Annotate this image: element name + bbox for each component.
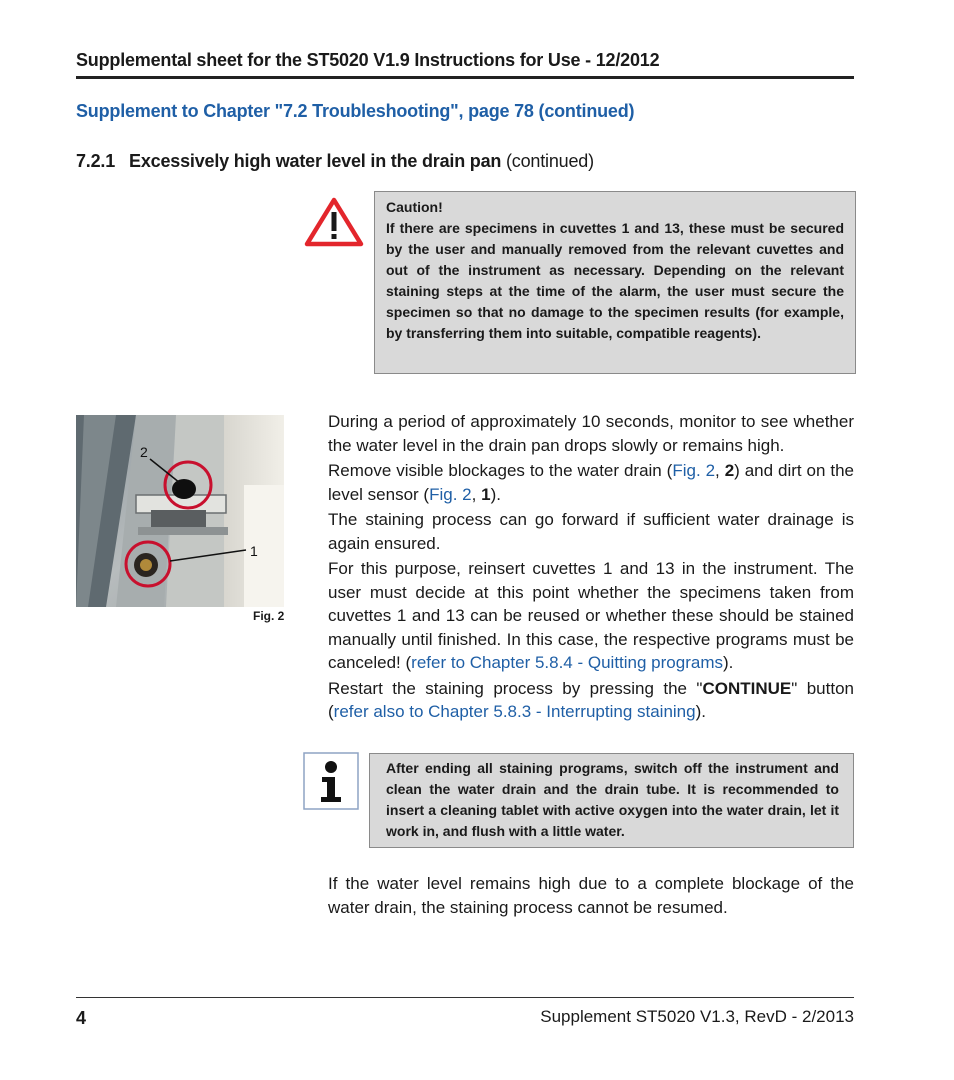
caution-box [374,191,856,374]
header-title: Supplemental sheet for the ST5020 V1.9 Instructions for Use - 12/2012 [76,50,660,70]
figure-label: Fig. 2 [253,609,285,623]
paragraph-5 [328,677,854,724]
info-text: After ending all staining programs, switch off the instrument and clean the water drain and the drain tube. It is recommended to insert a cleaning tablet with active oxygen into the water drain, let it work in, and flush with a little water. [386,760,839,839]
continue-label: CONTINUE [702,678,792,698]
text: , [471,484,482,504]
page-number: 4 [76,1008,87,1028]
section-suffix: (continued) [501,151,594,171]
paragraph-2 [328,459,854,506]
info-icon [303,752,359,810]
text: ). [722,653,734,672]
callout-2: 2 [140,444,148,460]
section-title: Excessively high water level in the drain pan [129,151,502,171]
closing-paragraph: If the water level remains high due to a complete blockage of the water drain, the staining process cannot be resumed. [328,874,854,917]
link-quitting-programs[interactable]: refer to Chapter 5.8.4 - Quitting programs [411,653,723,672]
body-text [328,410,854,726]
caution-text: If there are specimens in cuvettes 1 and 13, these must be secured by the user and manually removed from the relevant cuvettes and out of the instrument as necessary. Depending on the relevant staining steps at the time of the alarm, the user must secure the specimen so that no damage to the specimen results (for example, by transferring them into suitable, compatible reagents). [386,220,844,341]
text: , [715,461,725,480]
text: ). [490,484,501,504]
link-fig-2[interactable]: Fig. 2 [429,484,472,504]
link-fig-2[interactable]: Fig. 2 [672,461,716,480]
footer-text: Supplement ST5020 V1.3, RevD - 2/2013 [540,1007,854,1026]
caution-label: Caution! [386,199,443,215]
supplement-title: Supplement to Chapter "7.2 Troubleshooting", page 78 (continued) [76,101,635,121]
callout-ref: 2 [724,461,735,480]
warning-triangle-icon [304,197,364,247]
link-interrupting-staining[interactable]: refer also to Chapter 5.8.3 - Interrupting staining [333,702,696,721]
header-rule [76,76,854,79]
paragraph-3: The staining process can go forward if sufficient water drainage is again ensured. [328,510,854,553]
text: For this purpose, reinsert cuvettes 1 and 13 in the instrument. The user must decide at this point whether the specimens taken from cuvettes 1 and 13 can be reused or whether these should be stained manually until finished. In this case, the respective programs must be canceled! ( [328,559,854,672]
info-box [369,753,854,848]
text: Remove visible blockages to the water drain ( [328,461,673,480]
paragraph-1: During a period of approximately 10 seconds, monitor to see whether the water level in the drain pan drops slowly or remains high. [328,412,854,455]
drain-pan-photo [76,415,284,607]
footer-rule [76,997,854,998]
callout-1: 1 [250,543,258,559]
text: " button ( [328,678,854,721]
text: ) and dirt on the level sensor ( [328,461,854,504]
section-heading [76,151,594,172]
paragraph-4 [328,557,854,675]
callout-ref: 1 [481,484,491,504]
text: Restart the staining process by pressing the " [328,678,703,698]
section-number: 7.2.1 [76,151,116,171]
text: ). [695,702,706,721]
